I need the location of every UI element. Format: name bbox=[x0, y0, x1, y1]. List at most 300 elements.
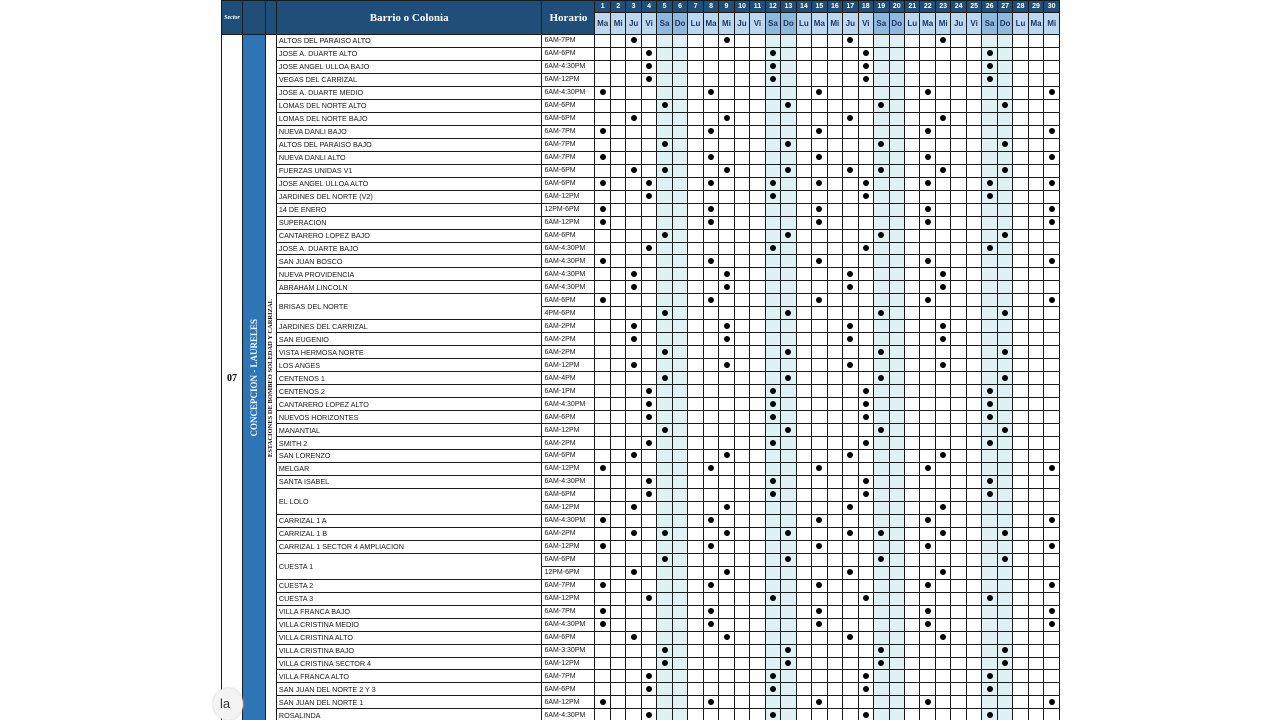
day-cell bbox=[935, 514, 950, 527]
day-cell bbox=[812, 35, 827, 48]
day-cell bbox=[827, 501, 842, 514]
schedule-dot bbox=[940, 37, 946, 43]
day-cell bbox=[641, 631, 656, 644]
day-cell bbox=[688, 307, 703, 320]
day-cell bbox=[765, 683, 780, 696]
day-cell bbox=[719, 255, 734, 268]
day-cell bbox=[765, 644, 780, 657]
day-cell bbox=[796, 138, 811, 151]
day-cell bbox=[1013, 424, 1028, 437]
schedule-dot bbox=[631, 362, 637, 368]
horario-value: 6AM-12PM bbox=[542, 462, 595, 475]
day-cell bbox=[657, 411, 672, 424]
day-cell bbox=[935, 527, 950, 540]
day-cell bbox=[858, 268, 873, 281]
day-cell bbox=[904, 320, 919, 333]
day-cell bbox=[982, 333, 997, 346]
day-cell bbox=[1028, 488, 1043, 501]
day-cell bbox=[889, 553, 904, 566]
day-cell bbox=[1028, 372, 1043, 385]
day-cell bbox=[1028, 242, 1043, 255]
day-number: 23 bbox=[935, 1, 950, 13]
barrio-name: CUESTA 3 bbox=[276, 592, 542, 605]
day-cell bbox=[765, 696, 780, 709]
day-cell bbox=[951, 164, 966, 177]
schedule-dot bbox=[785, 647, 791, 653]
day-cell bbox=[920, 540, 935, 553]
day-cell bbox=[750, 112, 765, 125]
day-cell bbox=[610, 112, 625, 125]
day-cell bbox=[982, 437, 997, 450]
day-cell bbox=[688, 268, 703, 281]
day-cell bbox=[672, 255, 687, 268]
horario-value: 6AM-6PM bbox=[542, 683, 595, 696]
day-cell bbox=[827, 372, 842, 385]
day-cell bbox=[1013, 605, 1028, 618]
day-cell bbox=[935, 47, 950, 60]
table-row bbox=[222, 592, 1060, 605]
day-cell bbox=[734, 657, 749, 670]
day-cell bbox=[781, 618, 796, 631]
day-cell bbox=[1044, 631, 1060, 644]
day-cell bbox=[982, 216, 997, 229]
day-cell bbox=[595, 35, 610, 48]
day-cell bbox=[750, 696, 765, 709]
schedule-dot bbox=[940, 323, 946, 329]
day-cell bbox=[874, 203, 889, 216]
day-cell bbox=[595, 527, 610, 540]
day-cell bbox=[858, 670, 873, 683]
day-cell bbox=[1013, 709, 1028, 720]
barrio-name: VILLA FRANCA ALTO bbox=[276, 670, 542, 683]
day-cell bbox=[1028, 450, 1043, 463]
day-cell bbox=[765, 320, 780, 333]
day-cell bbox=[641, 216, 656, 229]
horario-value: 6AM-4:30PM bbox=[542, 242, 595, 255]
schedule-dot bbox=[1049, 621, 1055, 627]
day-cell bbox=[765, 281, 780, 294]
day-cell bbox=[703, 73, 718, 86]
day-cell bbox=[719, 527, 734, 540]
day-cell bbox=[858, 579, 873, 592]
day-cell bbox=[935, 60, 950, 73]
weekday-label: Ma bbox=[595, 13, 610, 35]
day-cell bbox=[982, 190, 997, 203]
day-cell bbox=[765, 540, 780, 553]
schedule-dot bbox=[708, 608, 714, 614]
day-cell bbox=[889, 385, 904, 398]
day-cell bbox=[672, 514, 687, 527]
day-cell bbox=[703, 294, 718, 307]
day-cell bbox=[858, 60, 873, 73]
day-cell bbox=[719, 177, 734, 190]
weekday-label: Vi bbox=[858, 13, 873, 35]
day-cell bbox=[874, 281, 889, 294]
day-cell bbox=[951, 411, 966, 424]
day-cell bbox=[703, 333, 718, 346]
day-cell bbox=[781, 579, 796, 592]
day-cell bbox=[719, 696, 734, 709]
day-cell bbox=[610, 138, 625, 151]
day-cell bbox=[951, 73, 966, 86]
day-cell bbox=[935, 670, 950, 683]
day-cell bbox=[796, 294, 811, 307]
day-cell bbox=[1028, 346, 1043, 359]
day-cell bbox=[889, 320, 904, 333]
day-cell bbox=[765, 488, 780, 501]
schedule-dot bbox=[987, 388, 993, 394]
floating-badge[interactable] bbox=[213, 688, 243, 720]
day-cell bbox=[688, 229, 703, 242]
day-cell bbox=[997, 696, 1012, 709]
day-cell bbox=[750, 268, 765, 281]
day-cell bbox=[626, 424, 641, 437]
horario-value: 6AM-12PM bbox=[542, 424, 595, 437]
day-cell bbox=[982, 138, 997, 151]
barrio-name: SANTA ISABEL bbox=[276, 475, 542, 488]
day-cell bbox=[904, 618, 919, 631]
day-cell bbox=[672, 566, 687, 579]
day-cell bbox=[734, 242, 749, 255]
table-row bbox=[222, 644, 1060, 657]
day-cell bbox=[781, 644, 796, 657]
day-cell bbox=[750, 579, 765, 592]
day-cell bbox=[874, 138, 889, 151]
day-cell bbox=[843, 216, 858, 229]
day-cell bbox=[750, 47, 765, 60]
day-cell bbox=[688, 60, 703, 73]
day-cell bbox=[781, 696, 796, 709]
schedule-dot bbox=[708, 699, 714, 705]
day-cell bbox=[595, 372, 610, 385]
day-cell bbox=[703, 501, 718, 514]
day-cell bbox=[997, 190, 1012, 203]
day-cell bbox=[827, 216, 842, 229]
day-cell bbox=[688, 709, 703, 720]
horario-value: 6AM-1PM bbox=[542, 385, 595, 398]
day-cell bbox=[750, 190, 765, 203]
sub-label: ESTACIONES DE BOMBEO SOLEDAD Y CARRIZAL bbox=[267, 299, 275, 458]
day-cell bbox=[595, 307, 610, 320]
schedule-dot bbox=[662, 141, 668, 147]
day-cell bbox=[812, 450, 827, 463]
day-cell bbox=[858, 190, 873, 203]
day-number: 15 bbox=[812, 1, 827, 13]
day-cell bbox=[657, 514, 672, 527]
day-cell bbox=[765, 112, 780, 125]
day-cell bbox=[889, 268, 904, 281]
table-row bbox=[222, 553, 1060, 566]
schedule-dot bbox=[770, 180, 776, 186]
day-cell bbox=[610, 281, 625, 294]
day-cell bbox=[657, 125, 672, 138]
day-cell bbox=[626, 631, 641, 644]
day-cell bbox=[904, 190, 919, 203]
schedule-dot bbox=[770, 686, 776, 692]
day-cell bbox=[874, 268, 889, 281]
weekday-label: Do bbox=[889, 13, 904, 35]
barrio-name: MELGAR bbox=[276, 462, 542, 475]
day-cell bbox=[595, 99, 610, 112]
day-cell bbox=[843, 372, 858, 385]
day-cell bbox=[966, 99, 981, 112]
day-cell bbox=[703, 657, 718, 670]
day-cell bbox=[626, 190, 641, 203]
schedule-dot bbox=[1049, 128, 1055, 134]
day-cell bbox=[1013, 47, 1028, 60]
barrio-name: NUEVA PROVIDENCIA bbox=[276, 268, 542, 281]
horario-value: 6AM-12PM bbox=[542, 73, 595, 86]
day-cell bbox=[595, 229, 610, 242]
day-cell bbox=[641, 255, 656, 268]
day-cell bbox=[935, 177, 950, 190]
day-cell bbox=[874, 631, 889, 644]
day-cell bbox=[610, 527, 625, 540]
day-cell bbox=[904, 35, 919, 48]
barrio-name: CARRIZAL 1 B bbox=[276, 527, 542, 540]
day-cell bbox=[812, 307, 827, 320]
schedule-dot bbox=[940, 336, 946, 342]
day-cell bbox=[966, 462, 981, 475]
day-cell bbox=[843, 190, 858, 203]
day-cell bbox=[610, 462, 625, 475]
day-cell bbox=[997, 320, 1012, 333]
day-cell bbox=[750, 255, 765, 268]
day-cell bbox=[827, 631, 842, 644]
day-cell bbox=[812, 631, 827, 644]
schedule-dot bbox=[863, 712, 869, 718]
day-cell bbox=[781, 488, 796, 501]
day-cell bbox=[858, 462, 873, 475]
day-number: 26 bbox=[982, 1, 997, 13]
day-cell bbox=[796, 644, 811, 657]
day-cell bbox=[904, 164, 919, 177]
day-cell bbox=[641, 35, 656, 48]
day-cell bbox=[796, 670, 811, 683]
schedule-dot bbox=[662, 349, 668, 355]
schedule-dot bbox=[662, 647, 668, 653]
day-cell bbox=[734, 372, 749, 385]
schedule-dot bbox=[631, 37, 637, 43]
day-cell bbox=[765, 99, 780, 112]
day-cell bbox=[626, 268, 641, 281]
day-cell bbox=[610, 670, 625, 683]
day-cell bbox=[951, 60, 966, 73]
day-cell bbox=[997, 151, 1012, 164]
day-cell bbox=[997, 268, 1012, 281]
day-cell bbox=[904, 657, 919, 670]
day-cell bbox=[812, 411, 827, 424]
day-cell bbox=[703, 450, 718, 463]
schedule-dot bbox=[940, 452, 946, 458]
day-cell bbox=[672, 47, 687, 60]
schedule-dot bbox=[987, 401, 993, 407]
day-cell bbox=[1044, 437, 1060, 450]
day-cell bbox=[595, 514, 610, 527]
day-cell bbox=[827, 475, 842, 488]
day-cell bbox=[688, 255, 703, 268]
schedule-dot bbox=[925, 465, 931, 471]
barrio-name: SUPERACION bbox=[276, 216, 542, 229]
day-cell bbox=[626, 86, 641, 99]
day-cell bbox=[750, 138, 765, 151]
day-cell bbox=[951, 281, 966, 294]
day-cell bbox=[1044, 151, 1060, 164]
day-cell bbox=[858, 99, 873, 112]
schedule-dot bbox=[600, 89, 606, 95]
day-cell bbox=[843, 527, 858, 540]
day-cell bbox=[750, 151, 765, 164]
day-cell bbox=[657, 164, 672, 177]
weekday-label: Vi bbox=[641, 13, 656, 35]
day-cell bbox=[688, 683, 703, 696]
horario-value: 6AM-12PM bbox=[542, 501, 595, 514]
day-cell bbox=[843, 281, 858, 294]
day-cell bbox=[858, 86, 873, 99]
day-cell bbox=[626, 644, 641, 657]
day-cell bbox=[781, 125, 796, 138]
day-cell bbox=[595, 138, 610, 151]
day-cell bbox=[812, 320, 827, 333]
day-cell bbox=[997, 398, 1012, 411]
day-cell bbox=[827, 268, 842, 281]
day-cell bbox=[920, 398, 935, 411]
day-cell bbox=[1028, 333, 1043, 346]
day-cell bbox=[626, 475, 641, 488]
day-cell bbox=[982, 475, 997, 488]
day-cell bbox=[781, 333, 796, 346]
day-cell bbox=[904, 501, 919, 514]
day-cell bbox=[796, 514, 811, 527]
schedule-dot bbox=[631, 167, 637, 173]
day-cell bbox=[1044, 359, 1060, 372]
day-cell bbox=[1044, 320, 1060, 333]
barrio-name: JARDINES DEL NORTE (V2) bbox=[276, 190, 542, 203]
schedule-dot bbox=[631, 115, 637, 121]
day-cell bbox=[719, 631, 734, 644]
day-cell bbox=[920, 553, 935, 566]
day-cell bbox=[951, 385, 966, 398]
day-cell bbox=[858, 359, 873, 372]
day-cell bbox=[796, 35, 811, 48]
day-cell bbox=[812, 86, 827, 99]
day-cell bbox=[858, 553, 873, 566]
day-cell bbox=[874, 125, 889, 138]
day-cell bbox=[920, 346, 935, 359]
day-cell bbox=[781, 177, 796, 190]
schedule-dot bbox=[1002, 310, 1008, 316]
day-cell bbox=[966, 86, 981, 99]
schedule-dot bbox=[878, 141, 884, 147]
day-cell bbox=[874, 333, 889, 346]
day-cell bbox=[997, 255, 1012, 268]
day-cell bbox=[703, 307, 718, 320]
day-cell bbox=[920, 112, 935, 125]
day-cell bbox=[688, 99, 703, 112]
day-cell bbox=[765, 216, 780, 229]
day-cell bbox=[935, 566, 950, 579]
schedule-dot bbox=[925, 608, 931, 614]
horario-value: 6AM-6PM bbox=[542, 229, 595, 242]
day-cell bbox=[781, 60, 796, 73]
day-cell bbox=[734, 592, 749, 605]
day-cell bbox=[796, 255, 811, 268]
day-cell bbox=[595, 125, 610, 138]
day-cell bbox=[626, 385, 641, 398]
day-cell bbox=[672, 696, 687, 709]
day-cell bbox=[874, 242, 889, 255]
day-cell bbox=[750, 60, 765, 73]
day-cell bbox=[1028, 86, 1043, 99]
day-cell bbox=[812, 47, 827, 60]
day-cell bbox=[935, 99, 950, 112]
day-cell bbox=[858, 177, 873, 190]
day-cell bbox=[796, 307, 811, 320]
day-cell bbox=[935, 164, 950, 177]
day-cell bbox=[1013, 112, 1028, 125]
day-cell bbox=[997, 605, 1012, 618]
day-cell bbox=[858, 229, 873, 242]
table-row bbox=[222, 177, 1060, 190]
day-cell bbox=[858, 592, 873, 605]
day-cell bbox=[672, 553, 687, 566]
day-cell bbox=[966, 657, 981, 670]
schedule-dot bbox=[708, 180, 714, 186]
schedule-dot bbox=[940, 284, 946, 290]
day-cell bbox=[734, 385, 749, 398]
day-cell bbox=[966, 540, 981, 553]
day-cell bbox=[966, 553, 981, 566]
day-cell bbox=[626, 592, 641, 605]
day-cell bbox=[951, 268, 966, 281]
day-cell bbox=[595, 540, 610, 553]
schedule-dot bbox=[662, 167, 668, 173]
day-cell bbox=[966, 566, 981, 579]
day-cell bbox=[626, 683, 641, 696]
day-cell bbox=[626, 514, 641, 527]
day-cell bbox=[843, 112, 858, 125]
day-cell bbox=[827, 138, 842, 151]
day-cell bbox=[703, 631, 718, 644]
schedule-dot bbox=[987, 193, 993, 199]
day-cell bbox=[688, 385, 703, 398]
day-cell bbox=[1028, 138, 1043, 151]
day-cell bbox=[1028, 618, 1043, 631]
day-cell bbox=[688, 411, 703, 424]
day-cell bbox=[1044, 605, 1060, 618]
day-cell bbox=[610, 618, 625, 631]
day-cell bbox=[982, 164, 997, 177]
day-cell bbox=[595, 424, 610, 437]
day-cell bbox=[1013, 618, 1028, 631]
day-cell bbox=[750, 164, 765, 177]
day-cell bbox=[765, 151, 780, 164]
day-cell bbox=[997, 424, 1012, 437]
day-cell bbox=[719, 359, 734, 372]
horario-value: 6AM-12PM bbox=[542, 359, 595, 372]
day-cell bbox=[641, 709, 656, 720]
day-cell bbox=[672, 683, 687, 696]
day-cell bbox=[920, 35, 935, 48]
day-cell bbox=[904, 488, 919, 501]
day-cell bbox=[750, 177, 765, 190]
day-cell bbox=[672, 657, 687, 670]
day-cell bbox=[796, 683, 811, 696]
day-cell bbox=[672, 579, 687, 592]
day-cell bbox=[982, 359, 997, 372]
day-cell bbox=[1013, 73, 1028, 86]
day-cell bbox=[1013, 35, 1028, 48]
